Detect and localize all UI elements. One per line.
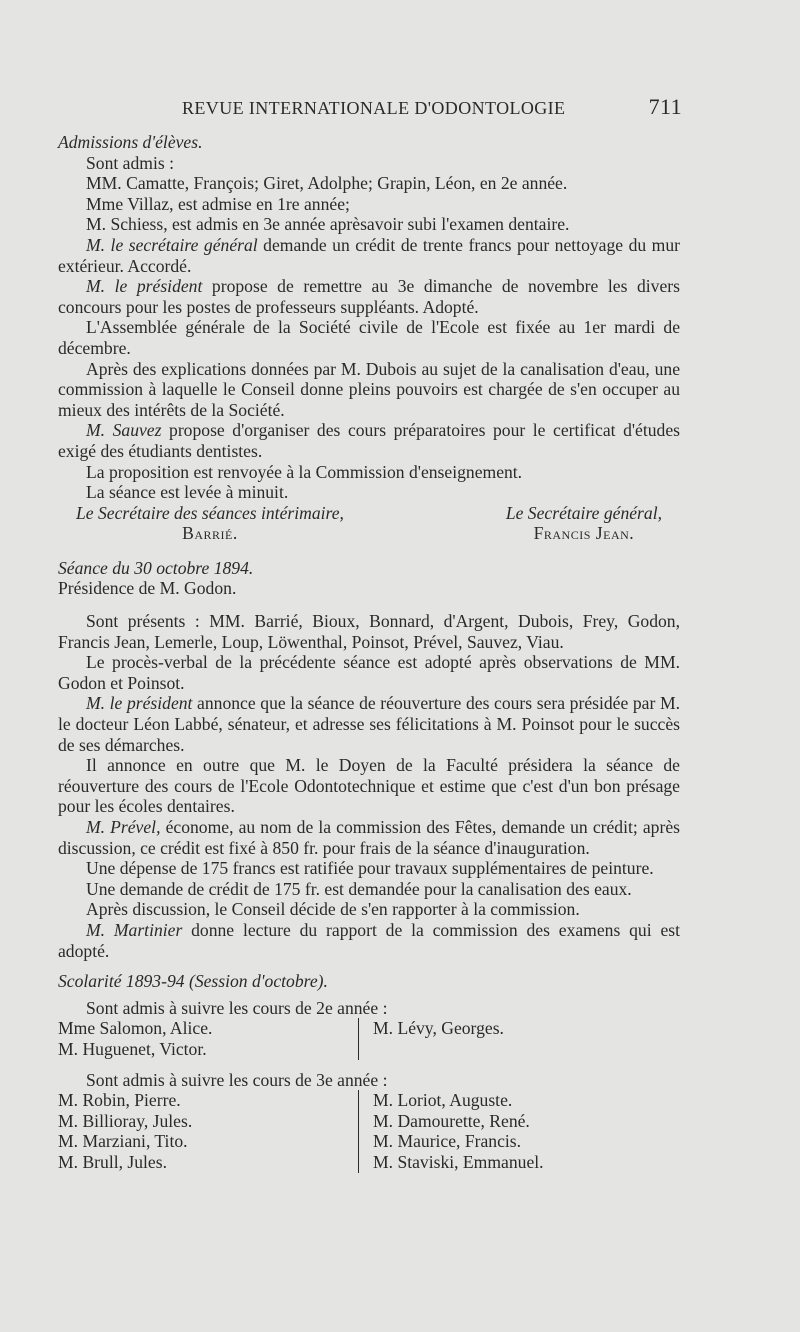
section-heading-admissions: Admissions d'élèves.: [58, 132, 203, 152]
paragraph: Une dépense de 175 francs est ratifiée pour travaux supplémentaires de peinture.: [86, 858, 654, 879]
speaker: M. Prével,: [86, 817, 161, 837]
paragraph: [58, 276, 680, 317]
year2-left-column: [58, 1018, 358, 1059]
signature-left: [76, 503, 344, 544]
student-name: M. Marziani, Tito.: [58, 1131, 188, 1152]
section-heading-seance: Séance du 30 octobre 1894.: [58, 557, 254, 578]
signature-title: Le Secrétaire des séances intérimaire,: [76, 502, 344, 523]
student-name: M. Billioray, Jules.: [58, 1110, 193, 1131]
speaker: M. Martinier: [86, 919, 183, 940]
year3-list: [58, 1090, 680, 1172]
list-intro: Sont admis à suivre les cours de 2e année :: [86, 997, 388, 1018]
signature-title: Le Secrétaire général,: [505, 502, 662, 523]
signature-name: Barrié.: [182, 523, 238, 544]
paragraph-text: annonce que la séance de réouverture des cours sera présidée par M. le docteur Léon Labbé, sénateur, et adresse ses félicitations à M. Poinsot pour le succès de ses démarches.: [58, 693, 680, 755]
speaker: M. le secrétaire général: [86, 234, 258, 255]
paragraph: M. Schiess, est admis en 3e année aprèsavoir subi l'examen dentaire.: [86, 214, 570, 235]
signature-right: [506, 503, 662, 544]
paragraph: [58, 817, 680, 858]
speaker: M. le président: [86, 693, 193, 714]
section-heading-scolarite: Scolarité 1893-94 (Session d'octobre).: [58, 971, 328, 992]
page-body: [58, 132, 680, 1173]
paragraph: Après discussion, le Conseil décide de s'en rapporter à la commission.: [86, 899, 580, 920]
paragraph: [58, 235, 680, 276]
paragraph: Une demande de crédit de 175 fr. est demandée pour la canalisation des eaux.: [86, 878, 632, 899]
student-name: M. Maurice, Francis.: [373, 1131, 522, 1152]
spacer: [58, 1060, 680, 1070]
student-name: M. Lévy, Georges.: [373, 1018, 504, 1039]
student-name: M. Brull, Jules.: [58, 1151, 167, 1172]
spacer: [58, 544, 680, 558]
paragraph: [58, 693, 680, 755]
student-name: M. Damourette, René.: [373, 1110, 530, 1131]
paragraph: Il annonce en outre que M. le Doyen de la Faculté présidera la séance de réouverture des cours de l'Ecole Odontotechnique et estime que c'est d'un bon présage pour les écoles dentaires.: [58, 755, 680, 817]
paragraph-text: donne lecture du rapport de la commission des examens qui est adopté.: [58, 919, 680, 961]
speaker: M. le président: [86, 276, 203, 297]
student-name: Mme Salomon, Alice.: [58, 1018, 213, 1039]
paragraph: Après des explications données par M. Dubois au sujet de la canalisation d'eau, une commission à laquelle le Conseil donne pleins pouvoirs est chargée de s'en occuper au mieux des intérêts de la Société.: [58, 358, 680, 420]
paragraph: La séance est levée à minuit.: [86, 482, 289, 503]
paragraph: [58, 420, 680, 461]
student-name: M. Huguenet, Victor.: [58, 1038, 207, 1059]
spacer: [58, 599, 680, 611]
journal-title: REVUE INTERNATIONALE D'ODONTOLOGIE: [182, 98, 566, 118]
paragraph-text: économe, au nom de la commission des Fêtes, demande un crédit; après discussion, ce crédit est fixé à 850 fr. pour frais de la séance d'inauguration.: [58, 817, 680, 858]
paragraph: [58, 920, 680, 961]
year3-right-column: [358, 1090, 544, 1172]
paragraph-text: propose d'organiser des cours préparatoires pour le certificat d'études exigé des étudiants dentistes.: [58, 420, 680, 461]
paragraph: MM. Camatte, François; Giret, Adolphe; Grapin, Léon, en 2e année.: [86, 173, 568, 194]
year2-list: [58, 1018, 680, 1059]
student-name: M. Robin, Pierre.: [58, 1090, 181, 1111]
year2-right-column: [358, 1018, 504, 1059]
student-name: M. Staviski, Emmanuel.: [373, 1151, 544, 1172]
paragraph: Sont présents : MM. Barrié, Bioux, Bonnard, d'Argent, Dubois, Frey, Godon, Francis Jean, Lemerle, Loup, Löwenthal, Poinsot, Prével, Sauvez, Viau.: [58, 611, 680, 652]
paragraph: Mme Villaz, est admise en 1re année;: [86, 193, 350, 214]
speaker: M. Sauvez: [86, 420, 162, 441]
paragraph: La proposition est renvoyée à la Commission d'enseignement.: [86, 461, 523, 482]
signatures: [58, 503, 680, 544]
year3-left-column: [58, 1090, 358, 1172]
paragraph-text: propose de remettre au 3e dimanche de novembre les divers concours pour les postes de professeurs suppléants. Adopté.: [58, 276, 680, 317]
section-subheading: Présidence de M. Godon.: [58, 578, 237, 599]
paragraph-text: demande un crédit de trente francs pour nettoyage du mur extérieur. Accordé.: [58, 234, 681, 276]
running-header: [182, 94, 682, 119]
page-number: 711: [648, 94, 682, 119]
signature-name: Francis Jean.: [533, 523, 635, 544]
paragraph: Le procès-verbal de la précédente séance est adopté après observations de MM. Godon et Poinsot.: [58, 652, 680, 693]
list-intro: Sont admis à suivre les cours de 3e année :: [86, 1069, 388, 1090]
paragraph: L'Assemblée générale de la Société civile de l'Ecole est fixée au 1er mardi de décembre.: [58, 317, 680, 358]
paragraph: Sont admis :: [86, 152, 174, 173]
student-name: M. Loriot, Auguste.: [373, 1090, 513, 1111]
spacer: [58, 961, 680, 971]
